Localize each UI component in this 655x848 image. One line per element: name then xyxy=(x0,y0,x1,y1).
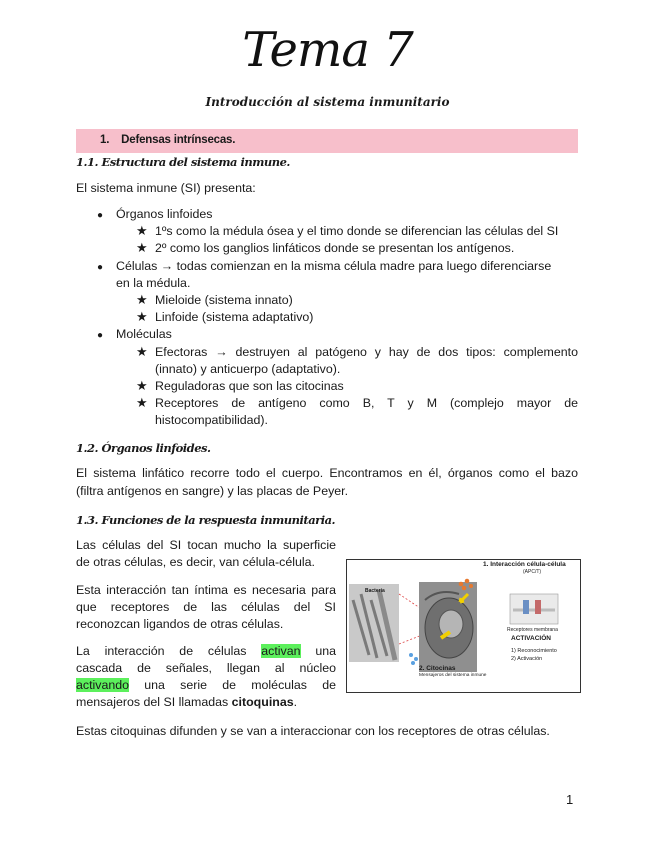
figure-label: 2. Citocinas xyxy=(419,665,456,672)
paragraph-line: que receptores de las células del SI xyxy=(76,600,336,614)
bold-word: citoquinas xyxy=(231,695,294,709)
paragraph-line xyxy=(76,644,336,658)
highlighted-word: activando xyxy=(76,678,130,692)
star-icon: ★ xyxy=(136,344,148,359)
paragraph-line: de otras células, es decir, van célula-célula. xyxy=(76,555,315,569)
cell-interaction-figure xyxy=(346,559,581,693)
paragraph-line: Estas citoquinas difunden y se van a interaccionar con los receptores de otras células. xyxy=(76,724,550,738)
star-icon: ★ xyxy=(136,378,148,393)
intro-text: El sistema inmune (SI) presenta: xyxy=(76,181,256,195)
text-span: una xyxy=(300,644,336,658)
figure-label: 1. Interacción célula-célula xyxy=(483,561,566,568)
page-title: Tema 7 xyxy=(242,22,413,78)
paragraph-line xyxy=(76,695,297,709)
star-icon: ★ xyxy=(136,309,148,324)
highlighted-word: activan xyxy=(261,644,301,658)
text-span: . xyxy=(293,695,298,709)
list-item: Moléculas xyxy=(116,327,172,341)
paragraph-line: Esta interacción tan íntima es necesaria para xyxy=(76,583,336,597)
list-item: Linfoide (sistema adaptativo) xyxy=(155,310,314,324)
figure-label: (APC/T) xyxy=(523,569,542,575)
bullet-icon: ● xyxy=(97,330,104,341)
figure-label: Bacteria xyxy=(365,588,385,594)
list-item-continued: (innato) y anticuerpo (adaptativo). xyxy=(155,362,341,376)
heading-1-3: 1.3. Funciones de la respuesta inmunitaria. xyxy=(76,513,336,527)
star-icon: ★ xyxy=(136,395,148,410)
list-item: Mieloide (sistema innato) xyxy=(155,293,293,307)
list-item-continued: en la médula. xyxy=(116,276,191,290)
text-span: mensajeros del SI llamadas xyxy=(76,695,232,709)
text-span: una serie de moléculas de xyxy=(129,678,336,692)
paragraph-line: Las células del SI tocan mucho la superficie xyxy=(76,538,336,552)
paragraph-line: cascada de señales, llegan al núcleo xyxy=(76,661,336,675)
list-item: Órganos linfoides xyxy=(116,207,213,221)
list-item: Receptores de antígeno como B, T y M (complejo mayor de xyxy=(155,396,578,410)
star-icon: ★ xyxy=(136,292,148,307)
figure-label: Mensajeros del sistema inmune xyxy=(419,673,487,678)
star-icon: ★ xyxy=(136,223,148,238)
figure-label: ACTIVACIÓN xyxy=(511,635,551,642)
list-item: 1ºs como la médula ósea y el timo donde se diferencian las células del SI xyxy=(155,224,559,238)
paragraph-line xyxy=(76,678,336,692)
list-item: Células → todas comienzan en la misma célula madre para luego diferenciarse xyxy=(116,259,552,273)
list-item: Efectoras → destruyen al patógeno y hay de dos tipos: complemento xyxy=(155,345,578,359)
figure-label: 2) Activación xyxy=(511,656,543,662)
list-item: Reguladoras que son las citocinas xyxy=(155,379,344,393)
section-label: 1. Defensas intrínsecas. xyxy=(100,134,236,146)
list-item-continued: histocompatibilidad). xyxy=(155,413,268,427)
page-number: 1 xyxy=(566,792,574,807)
page-subtitle: Introducción al sistema inmunitario xyxy=(205,95,450,109)
section-band xyxy=(76,129,578,153)
paragraph-line: El sistema linfático recorre todo el cuerpo. Encontramos en él, órganos como el bazo xyxy=(76,466,578,480)
star-icon: ★ xyxy=(136,240,148,255)
bullet-icon: ● xyxy=(97,210,104,221)
figure-label: 1) Reconocimiento xyxy=(511,648,557,654)
heading-1-1: 1.1. Estructura del sistema inmune. xyxy=(76,155,290,169)
heading-1-2: 1.2. Órganos linfoides. xyxy=(76,441,211,455)
paragraph-line: reconozcan ligandos de otras células. xyxy=(76,617,284,631)
text-span: La interacción de células xyxy=(76,644,262,658)
paragraph-line: (filtra antígenos en sangre) y las placas de Peyer. xyxy=(76,484,349,498)
figure-label: Receptores membrana xyxy=(507,627,558,633)
list-item: 2º como los ganglios linfáticos donde se presentan los antígenos. xyxy=(155,241,515,255)
bullet-icon: ● xyxy=(97,262,104,273)
